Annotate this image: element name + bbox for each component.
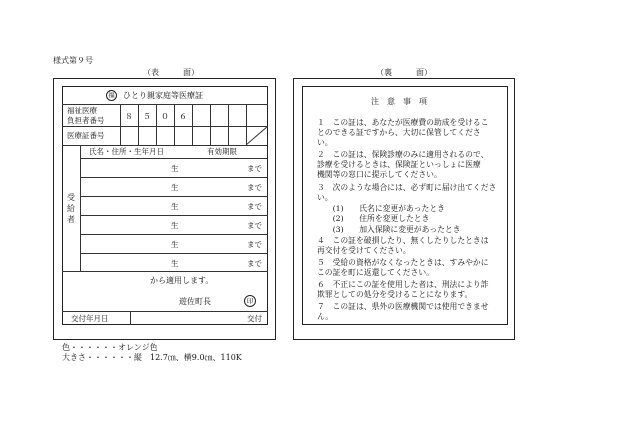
note-line: この証を町に返還してください。	[317, 268, 434, 277]
note-line: ６ 不正にこの証を使用した者は、刑法により詐	[317, 280, 489, 289]
back-card-inner	[302, 86, 508, 325]
note-line: (2) 住所を変更したとき	[317, 214, 430, 223]
futan-label-line1: 福祉医療	[67, 106, 97, 115]
note-line: い。	[317, 138, 333, 147]
row-birth-suffix: 生	[171, 240, 179, 249]
issue-date-label: 交付年月日	[71, 314, 109, 323]
issue-label: 交付	[247, 314, 262, 323]
note-line: ４ この証を破損したり、無くしたりしたときは	[317, 236, 489, 245]
row-until-suffix: まで	[247, 221, 262, 230]
welfare-seal: 福	[106, 90, 117, 101]
column-expiry: 有効期限	[207, 147, 237, 156]
iryo-number-label: 医療証番号	[67, 131, 105, 140]
note-line: ７ この証は、県外の医療機関では使用できませ	[317, 302, 489, 311]
row-birth-suffix: 生	[171, 259, 179, 268]
futan-digit: ８	[125, 112, 133, 121]
note-line: い。	[317, 193, 333, 202]
row-birth-suffix: 生	[171, 183, 179, 192]
issuer-seal: 印	[244, 295, 256, 307]
futan-label-line2: 負担者番号	[67, 116, 105, 125]
futan-digit: ５	[143, 112, 151, 121]
note-line: ん。	[317, 312, 334, 321]
row-until-suffix: まで	[247, 183, 262, 192]
back-side-label: （裏 面）	[376, 68, 432, 77]
front-side-label: （表 面）	[143, 68, 199, 77]
note-line: (1) 氏名に変更があったとき	[317, 204, 445, 213]
issuer-name: 遊佐町長	[179, 297, 211, 306]
form-number: 様式第９号	[53, 56, 93, 65]
futan-digit: ６	[179, 112, 187, 121]
diagonal-slash	[246, 126, 268, 145]
note-line: (3) 加入保険に変更があったとき	[317, 225, 461, 234]
row-birth-suffix: 生	[171, 221, 179, 230]
note-line: ５ 受給の資格がなくなったときは、すみやかに	[317, 258, 489, 267]
note-line: １ この証は、あなたが医療費の助成を受けるこ	[317, 118, 489, 127]
notes-title: 注 意 事 項	[371, 97, 427, 106]
futan-digit: ０	[161, 112, 169, 121]
note-line: 欺罪としての処分を受けることになります。	[317, 290, 473, 299]
column-name-address-birth: 氏名・住所・生年月日	[89, 147, 164, 156]
note-line: 機関等の窓口に提示してください。	[317, 170, 442, 179]
note-line: ２ この証は、保険診療のみに適用されるので、	[317, 150, 489, 159]
row-until-suffix: まで	[247, 202, 262, 211]
row-until-suffix: まで	[247, 164, 262, 173]
note-line: ３ 次のような場合には、必ず町に届け出てくださ	[317, 183, 497, 192]
row-until-suffix: まで	[247, 240, 262, 249]
note-line: 再交付を受けてください。	[317, 246, 411, 255]
color-spec: 色・・・・・・オレンジ色	[62, 343, 158, 352]
size-spec: 大きさ・・・・・・縦 12.7㎝、横9.0㎝、110K	[62, 353, 242, 362]
row-birth-suffix: 生	[171, 164, 179, 173]
note-line: 診療を受けるときは、保険証といっしょに医療	[317, 160, 481, 169]
note-line: とのできる証ですから、大切に保管してくださ	[317, 128, 481, 137]
apply-text: から適用します。	[150, 276, 214, 285]
recipient-label: 受給者	[67, 193, 75, 224]
card-title: ひとり親家庭等医療証	[123, 91, 203, 100]
row-until-suffix: まで	[247, 259, 262, 268]
row-birth-suffix: 生	[171, 202, 179, 211]
